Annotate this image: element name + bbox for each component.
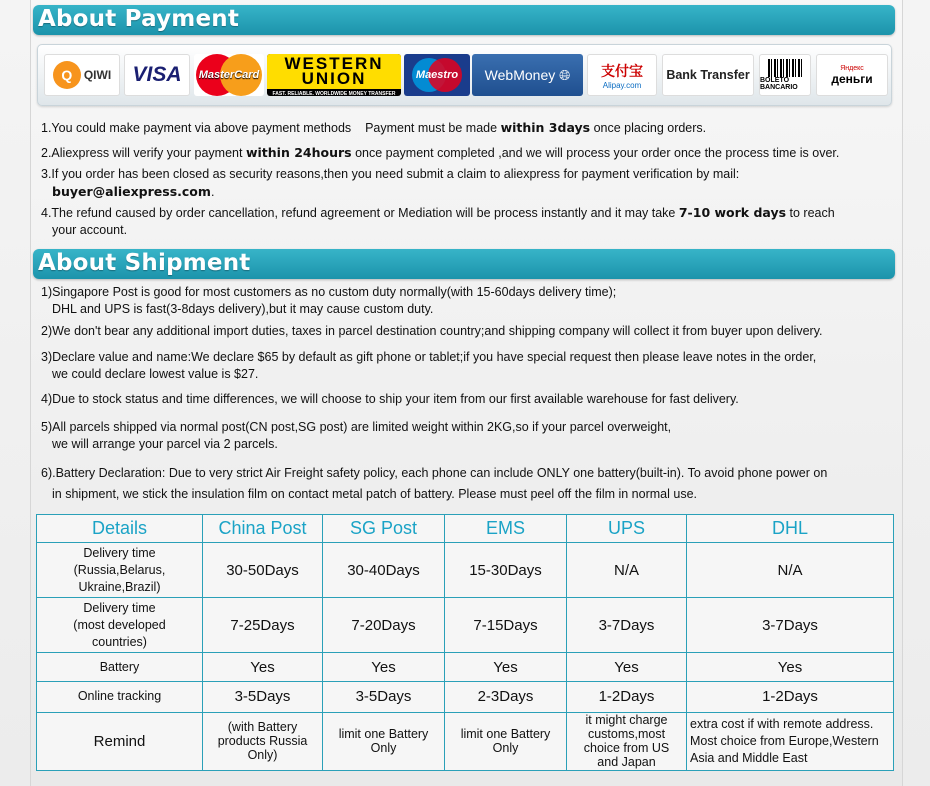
header-china-post: China Post [203, 515, 323, 543]
qiwi-q-icon: Q [53, 61, 81, 89]
header-ups: UPS [567, 515, 687, 543]
payment-section-header [33, 5, 895, 35]
payment-rule-4: 4.The refund caused by order cancellation, refund agreement or Mediation will be process instantly and it may take 7-10 work days to reach your account. [41, 205, 835, 237]
payment-rule-2: 2.Aliexpress will verify your payment within 24hours once payment completed ,and we will process your order once the process time is over. [41, 145, 840, 160]
alipay-logo: 支付宝 Alipay.com [587, 54, 657, 96]
table-row: Battery Yes Yes Yes Yes Yes [37, 653, 894, 681]
western-union-logo: WESTERN UNION FAST. RELIABLE. WORLDWIDE MONEY TRANSFER [267, 54, 401, 96]
table-row: Online tracking 3-5Days 3-5Days 2-3Days 1-2Days 1-2Days [37, 681, 894, 712]
maestro-logo: Maestro [404, 54, 470, 96]
yandex-money-logo: Яндекс деньги [816, 54, 888, 96]
shipping-comparison-table [36, 514, 894, 771]
support-email: buyer@aliexpress.com [52, 184, 211, 199]
header-dhl: DHL [687, 515, 894, 543]
shipment-rule-3: 3)Declare value and name:We declare $65 by default as gift phone or tablet;if you have special request then please leave notes in the order, we could declare lowest value is $27. [41, 350, 817, 381]
barcode-icon [768, 59, 802, 77]
shipment-rule-5: 5)All parcels shipped via normal post(CN post,SG post) are limited weight within 2KG,so if your parcel overweight, we will arrange your parcel via 2 parcels. [41, 420, 672, 451]
table-row: Delivery time (Russia,Belarus, Ukraine,Brazil) 30-50Days 30-40Days 15-30Days N/A N/A [37, 543, 894, 598]
shipment-section-header [33, 249, 895, 279]
mastercard-logo: MasterCard [194, 54, 264, 96]
table-row: Delivery time (most developed countries) 7-25Days 7-20Days 7-15Days 3-7Days 3-7Days [37, 598, 894, 653]
shipment-rule-2: 2)We don't bear any additional import duties, taxes in parcel destination country;and shipping company will collect it from buyer upon delivery. [41, 324, 823, 338]
visa-logo: VISA [124, 54, 190, 96]
table-header-row [37, 515, 894, 543]
payment-heading: About Payment [38, 6, 240, 32]
header-sg-post: SG Post [323, 515, 445, 543]
qiwi-logo: Q QIWI [44, 54, 120, 96]
boleto-logo: BOLETO BANCARIO [759, 54, 811, 96]
bank-transfer-logo: Bank Transfer [662, 54, 754, 96]
shipment-rule-1: 1)Singapore Post is good for most customers as no custom duty normally(with 15-60days delivery time); DHL and UPS is fast(3-8days delivery),but it may cause custom duty. [41, 285, 617, 316]
shipment-rule-6: 6).Battery Declaration: Due to very strict Air Freight safety policy, each phone can include ONLY one battery(built-in). To avoid phone power on in shipment, we stick the insulation film on contact metal patch of battery. Please must peel off the film in normal use. [41, 466, 828, 501]
globe-icon: 🌐︎ [559, 66, 571, 83]
shipment-rule-4: 4)Due to stock status and time differences, we will choose to ship your item from our first available warehouse for fast delivery. [41, 392, 739, 406]
payment-rule-3: 3.If you order has been closed as security reasons,then you need submit a claim to aliexpress for payment verification by mail: buyer@aliexpress.com. [41, 167, 740, 199]
payment-rule-1: 1.You could make payment via above payment methods Payment must be made within 3days once placing orders. [41, 120, 707, 135]
header-details: Details [37, 515, 203, 543]
shipment-heading: About Shipment [38, 250, 251, 276]
header-ems: EMS [445, 515, 567, 543]
table-row: Remind (with Battery products Russia Only) limit one Battery Only limit one Battery Only it might charge customs,most choice from US and Japan extra cost if with remote address. Most choice from Europe,Western Asia and Middle East [37, 712, 894, 770]
payment-logos-strip [37, 44, 892, 106]
webmoney-logo: WebMoney 🌐︎ [472, 54, 583, 96]
